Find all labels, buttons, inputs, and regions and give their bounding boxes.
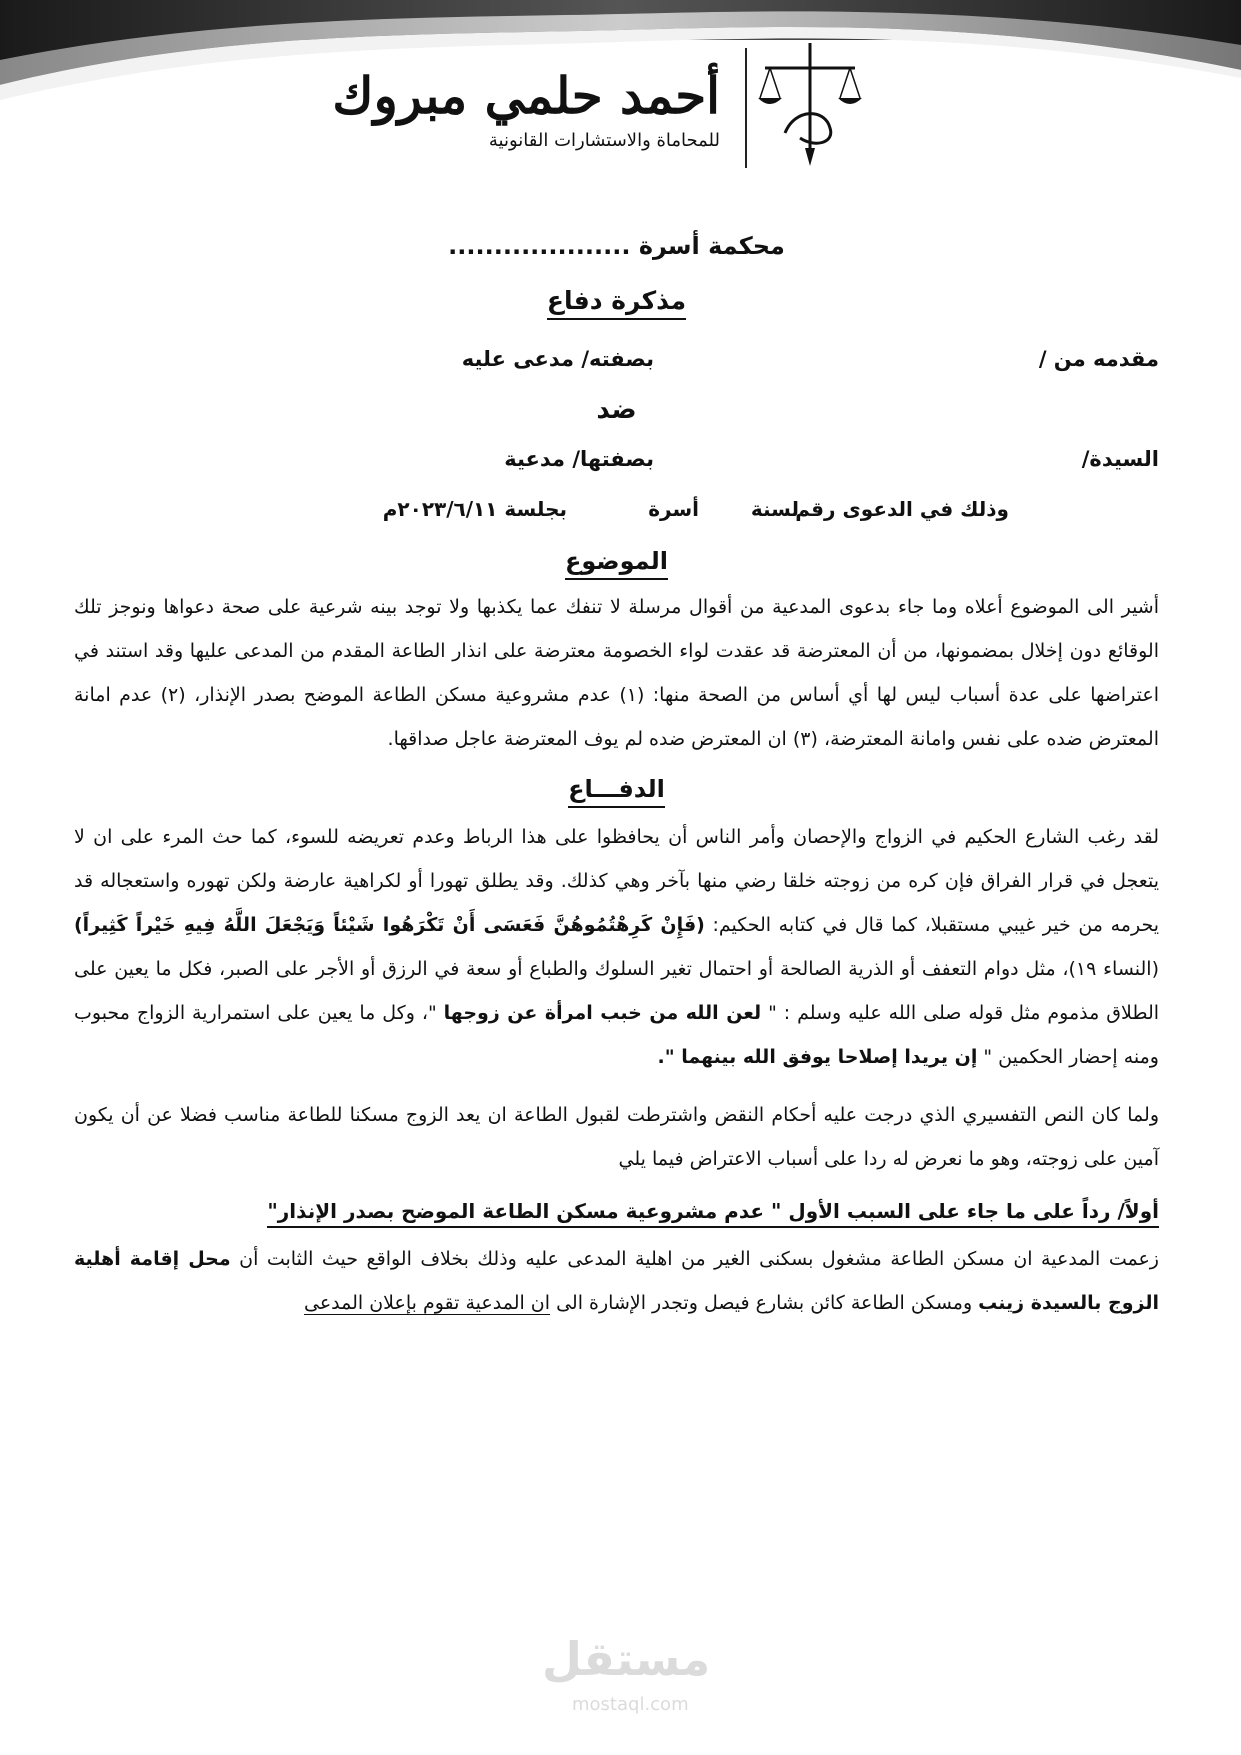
- subject-paragraph: أشير الى الموضوع أعلاه وما جاء بدعوى المدعية من أقوال مرسلة لا تنفك عما يكذبها ولا توجد بينه شرعية على صحة دعواها ونوجز تلك الوقائع دون إخلال بمضمونها، من أن المعترضة قد عقدت لواء الخصومة معترضة على انذار الطاعة المقدم من المدعى عليها وقد استند في اعتراضها على عدة أسباب ليس لها أي أساس من الصحة منها: (١) عدم مشروعية مسكن الطاعة الموضح بصدر الإنذار، (٢) عدم امانة المعترض ضده على نفس وامانة المعترضة، (٣) ان المعترض ضده لم يوف المعترضة عاجل صداقها.: [74, 596, 1159, 750]
- court-name: محكمة أسرة ....................: [448, 232, 785, 260]
- defense-p1-part-a: لقد رغب الشارع الحكيم في الزواج والإحصان وأمر الناس أن يحافظوا على هذا الرباط وعدم تعريضه للسوء، كما حث المرء على ان لا يتعجل في قرار الفراق فإن كره من زوجته خلقا رضي منها بآخر وهي كذلك. وقد يطلق تهورا أو لكراهية عارضة ولكن تهوره واستعجاله قد يحرمه من خير غيبي مستقبلا، كما قال في كتابه الحكيم:: [74, 826, 1159, 936]
- firm-logo: [332, 38, 870, 178]
- underlined-fact: ان المدعية تقوم بإعلان المدعى: [303, 1292, 551, 1314]
- defense-title: [74, 775, 1159, 803]
- firm-subtitle: للمحاماة والاستشارات القانونية: [488, 130, 720, 151]
- submitter-role: بصفته/ مدعى عليه: [461, 347, 654, 371]
- quran-verse: (فَإِنْ كَرِهْتُمُوهُنَّ فَعَسَى أَنْ تَكْرَهُوا شَيْئاً وَيَجْعَلَ اللَّهُ فِيهِ خَيْراً كَثِيراً): [74, 914, 705, 936]
- defense-p1-part-b: (النساء ١٩)، مثل دوام التعفف أو الذرية الصالحة أو احتمال تغير السلوك والطباع أو سعة في الرزق أو الأجر على الصبر، فكل ما يعين على الطلاق مذموم مثل قوله صلى الله عليه وسلم : ": [74, 958, 1160, 1024]
- case-year-label: لسنة: [750, 497, 799, 521]
- memo-title-text: مذكرة دفاع: [547, 286, 686, 320]
- hadith-quote: لعن الله من خبب امرأة عن زوجها: [443, 1002, 762, 1024]
- case-session: بجلسة ٢٠٢٣/٦/١١م: [382, 497, 567, 521]
- logo-divider: [745, 48, 747, 168]
- first-reason-heading-text: أولاً/ رداً على ما جاء على السبب الأول " عدم مشروعية مسكن الطاعة الموضح بصدر الإنذار": [267, 1199, 1159, 1228]
- mostaql-watermark: [542, 1632, 711, 1722]
- subject-title: [74, 547, 1159, 575]
- watermark-main: مستقل: [542, 1632, 711, 1686]
- defense-p1-part-c: "، وكل ما يعين على استمرارية الزواج محبوب ومنه إحضار الحكمين ": [74, 1002, 1159, 1068]
- opponent-label: السيدة/: [1081, 447, 1159, 471]
- case-type: أسرة: [648, 497, 699, 521]
- defense-p3-part-b: ومسكن الطاعة كائن بشارع فيصل وتجدر الإشارة الى: [550, 1292, 979, 1314]
- scales-of-justice-icon: [755, 38, 865, 168]
- residence-fact: محل إقامة أهلية الزوج بالسيدة زينب: [74, 1248, 1159, 1314]
- opponent-row: [74, 447, 1159, 487]
- arbitration-quote: إن يريدا إصلاحا يوفق الله بينهما ".: [657, 1046, 978, 1068]
- submitter-label: مقدمه من /: [1038, 347, 1159, 371]
- firm-name: أحمد حلمي مبروك: [332, 66, 720, 125]
- defense-paragraph-1: [74, 815, 1159, 1079]
- against-label: ضد: [596, 395, 637, 425]
- defense-title-text: الدفـــاع: [568, 775, 665, 808]
- opponent-role: بصفتها/ مدعية: [504, 447, 654, 471]
- subject-title-text: الموضوع: [565, 547, 668, 580]
- watermark-url: mostaql.com: [572, 1694, 689, 1715]
- case-line: [74, 497, 1159, 537]
- first-reason-heading: [74, 1199, 1159, 1223]
- defense-paragraph-3: [74, 1237, 1159, 1325]
- submitter-row: [74, 347, 1159, 387]
- case-intro: وذلك في الدعوى رقم: [795, 497, 1009, 521]
- defense-paragraph-2: ولما كان النص التفسيري الذي درجت عليه أحكام النقض واشترطت لقبول الطاعة ان يعد الزوج مسكنا للطاعة مناسب فضلا عن أن يكون آمين على زوجته، وهو ما نعرض له ردا على أسباب الاعتراض فيما يلي: [74, 1104, 1159, 1170]
- defense-p3-part-a: زعمت المدعية ان مسكن الطاعة مشغول بسكنى الغير من اهلية المدعى عليه وذلك بخلاف الواقع حيث الثابت أن: [230, 1248, 1159, 1270]
- memo-title: [74, 286, 1159, 315]
- document-body: [74, 232, 1159, 1325]
